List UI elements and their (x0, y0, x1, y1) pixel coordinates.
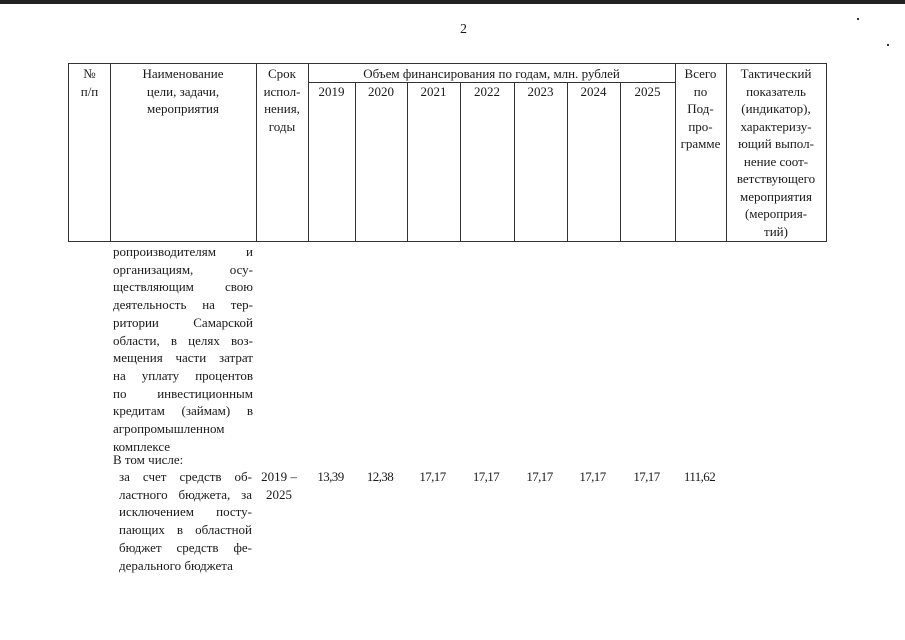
description-line: по инвестиционным (113, 385, 253, 401)
header-number (69, 65, 110, 100)
row-description (113, 243, 253, 455)
header-line: п/п (80, 83, 99, 99)
header-year: 2025 (634, 84, 661, 99)
header-line: показатель (746, 83, 806, 99)
header-year: 2019 (318, 84, 345, 99)
header-line: Под- (687, 101, 714, 116)
header-line: ющий выпол- (738, 136, 814, 151)
description-line: ществляющим свою (113, 279, 253, 295)
table-header (68, 63, 827, 242)
header-indicator (726, 65, 826, 240)
column-divider (407, 83, 408, 241)
header-line: Всего (684, 66, 717, 81)
header-line: нение соот- (743, 153, 809, 169)
header-year: 2023 (527, 84, 554, 99)
description-line: кредитам (займам) в (113, 403, 253, 419)
header-line: № (83, 66, 96, 81)
description-line: области, в целях воз- (113, 332, 253, 348)
header-line: про- (688, 118, 713, 134)
header-term (256, 65, 308, 135)
page-number: 2 (460, 22, 467, 37)
description-line: агропромышленном (113, 421, 225, 437)
header-year: 2021 (420, 84, 447, 99)
column-divider (514, 83, 515, 241)
value-2021: 17,17 (419, 469, 446, 484)
term-line: 2025 (266, 486, 292, 502)
description-line: ритории Самарской (113, 314, 253, 330)
header-line: Срок (268, 66, 296, 81)
header-name (110, 65, 256, 118)
scan-speck (857, 18, 859, 20)
value-2020: 12,38 (366, 469, 394, 484)
description-line: организациям, осу- (113, 261, 253, 277)
item-line: ластного бюджета, за (119, 486, 252, 502)
header-line: грамме (680, 136, 721, 151)
scan-top-edge (0, 0, 905, 4)
header-year: 2024 (580, 84, 607, 99)
value-2025: 17,17 (633, 469, 660, 484)
header-line: нения, (264, 101, 300, 116)
header-year: 2020 (368, 84, 394, 99)
item-line: за счет средств об- (119, 469, 252, 484)
header-line: по (693, 83, 708, 99)
column-divider (567, 83, 568, 241)
item-line: бюджет средств фе- (119, 539, 252, 555)
column-divider (620, 83, 621, 241)
description-line: ропроизводителям и (113, 244, 253, 259)
header-line: испол- (263, 83, 301, 99)
term-line: 2019 – (261, 469, 297, 484)
value-total: 111,62 (683, 469, 716, 484)
header-line: (индикатор), (741, 101, 811, 116)
description-line: комплексе (113, 438, 171, 454)
item-line: пающих в областной (119, 522, 252, 538)
header-line: годы (268, 118, 296, 134)
header-line: тий) (764, 223, 788, 239)
description-line: на уплату процентов (113, 367, 253, 383)
value-2023: 17,17 (526, 469, 553, 484)
header-line: Тактический (740, 66, 812, 81)
header-line: характеризу- (740, 118, 812, 134)
item-term (257, 468, 301, 503)
scan-speck (887, 44, 889, 46)
header-line: мероприятия (146, 101, 219, 116)
header-total (675, 65, 726, 153)
description-line: деятельность на тер- (113, 297, 253, 313)
item-description (119, 468, 252, 574)
description-line: мещения части затрат (113, 350, 253, 366)
subheading: В том числе: (113, 452, 184, 467)
header-line: ветствующего (736, 171, 816, 186)
value-2019: 13,39 (317, 469, 344, 484)
header-line: мероприятия (739, 188, 812, 204)
column-divider (460, 83, 461, 241)
item-line: дерального бюджета (119, 557, 233, 573)
header-line: цели, задачи, (146, 83, 220, 99)
value-2022: 17,17 (472, 469, 500, 484)
header-financing: Объем финансирования по годам, млн. рублей (363, 66, 620, 81)
value-2024: 17,17 (579, 469, 606, 484)
header-line: (мероприя- (744, 206, 808, 221)
header-year: 2022 (474, 84, 500, 99)
item-line: исключением посту- (119, 504, 252, 520)
header-line: Наименование (142, 66, 224, 81)
column-divider (355, 83, 356, 241)
